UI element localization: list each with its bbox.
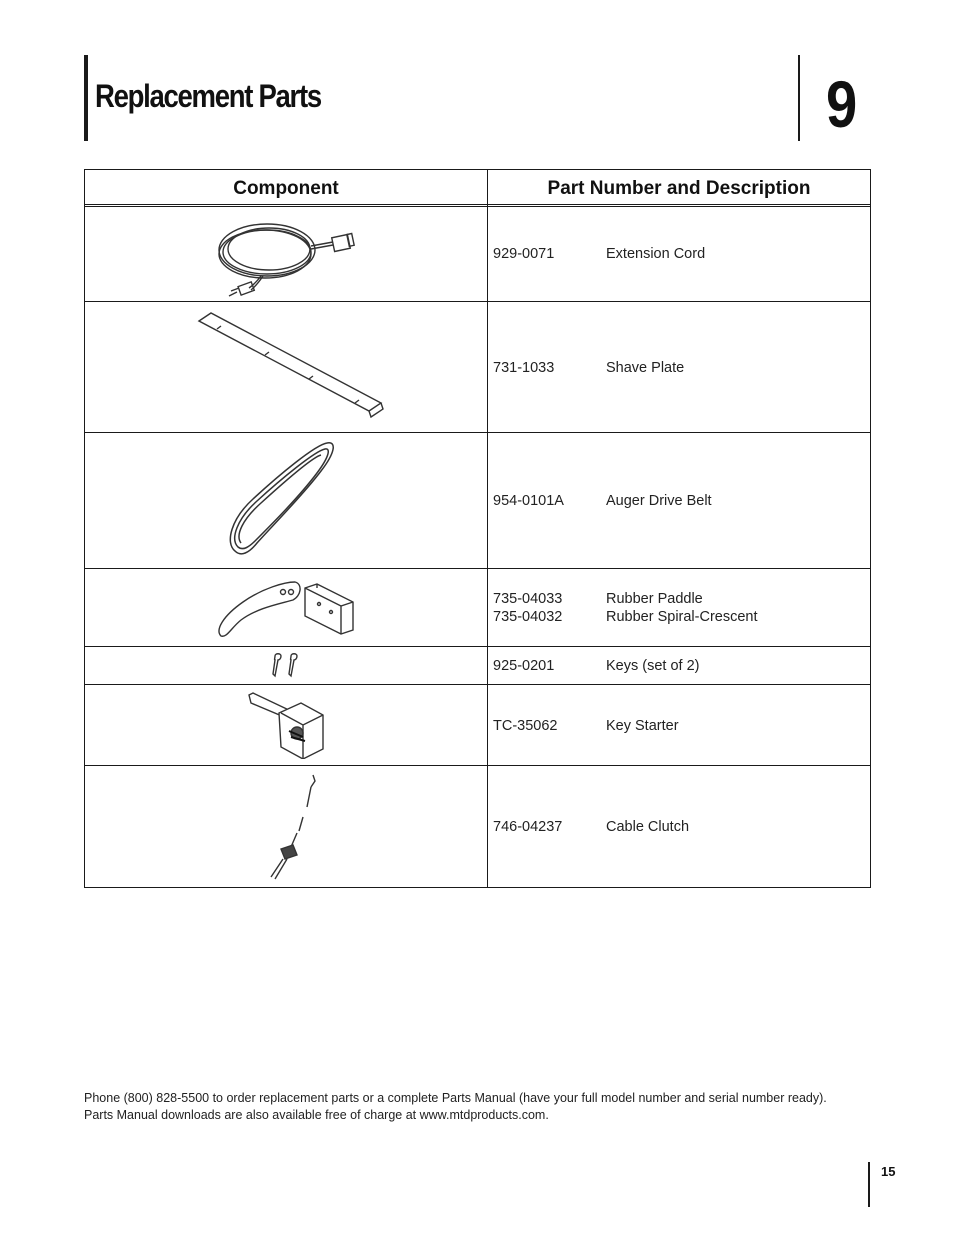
chapter-rule <box>798 55 800 141</box>
table-row <box>85 432 870 569</box>
page-number-rule <box>868 1162 870 1207</box>
part-description: Key Starter <box>606 717 679 734</box>
part-number: TC-35062 <box>493 717 558 734</box>
part-description: Rubber Spiral-Crescent <box>606 609 758 625</box>
part-line <box>493 818 863 836</box>
part-number: 735-04032 <box>493 609 563 625</box>
component-cell <box>85 647 487 685</box>
part-line <box>493 608 863 626</box>
auger-drive-belt-icon <box>223 439 353 563</box>
part-line <box>493 492 863 510</box>
part-cell <box>493 433 863 569</box>
part-number: 954-0101A <box>493 493 564 509</box>
part-line <box>493 717 863 735</box>
ordering-phone-line: Phone (800) 828-5500 to order replacement parts or a complete Parts Manual (have your full model number and serial number ready). <box>84 1091 827 1105</box>
component-cell <box>85 207 487 301</box>
part-number: 735-04033 <box>493 591 563 607</box>
parts-table <box>84 169 871 888</box>
component-cell <box>85 302 487 433</box>
ordering-download-line: Parts Manual downloads are also available free of charge at www.mtdproducts.com. <box>84 1108 549 1122</box>
part-line <box>493 657 863 675</box>
part-number: 746-04237 <box>493 819 563 835</box>
part-description: Extension Cord <box>606 246 706 262</box>
part-number: 929-0071 <box>493 246 555 262</box>
extension-cord-icon <box>215 212 365 298</box>
ordering-info <box>84 1090 884 1124</box>
part-cell <box>493 685 863 766</box>
part-description: Shave Plate <box>606 359 685 376</box>
component-cell <box>85 569 487 647</box>
component-column-header: Component <box>233 178 339 199</box>
rubber-paddle-icon <box>213 572 363 644</box>
table-header <box>85 170 870 207</box>
table-row <box>85 646 870 685</box>
key-starter-icon <box>245 689 335 759</box>
part-column-header: Part Number and Description <box>547 178 811 199</box>
part-cell <box>493 647 863 685</box>
chapter-number: 9 <box>826 67 858 141</box>
page-title: Replacement Parts <box>95 78 321 114</box>
part-cell <box>493 302 863 433</box>
table-row <box>85 207 870 301</box>
part-line <box>493 590 863 608</box>
part-cell <box>493 766 863 888</box>
page-number: 15 <box>881 1164 896 1179</box>
table-row <box>85 301 870 433</box>
part-description: Cable Clutch <box>606 819 690 835</box>
table-row <box>85 684 870 766</box>
part-description: Auger Drive Belt <box>606 493 712 509</box>
part-description: Rubber Paddle <box>606 591 703 607</box>
table-row <box>85 765 870 888</box>
part-number: 925-0201 <box>493 658 555 674</box>
cable-clutch-icon <box>253 771 343 883</box>
table-row <box>85 568 870 647</box>
keys-icon <box>269 652 305 680</box>
part-line <box>493 245 863 263</box>
part-description: Keys (set of 2) <box>606 658 700 674</box>
component-cell <box>85 433 487 569</box>
part-number: 731-1033 <box>493 359 555 376</box>
part-cell <box>493 207 863 301</box>
shave-plate-icon <box>193 307 393 427</box>
component-cell <box>85 766 487 888</box>
title-rule <box>84 55 88 141</box>
part-cell <box>493 569 863 647</box>
part-line <box>493 359 863 377</box>
component-cell <box>85 685 487 766</box>
